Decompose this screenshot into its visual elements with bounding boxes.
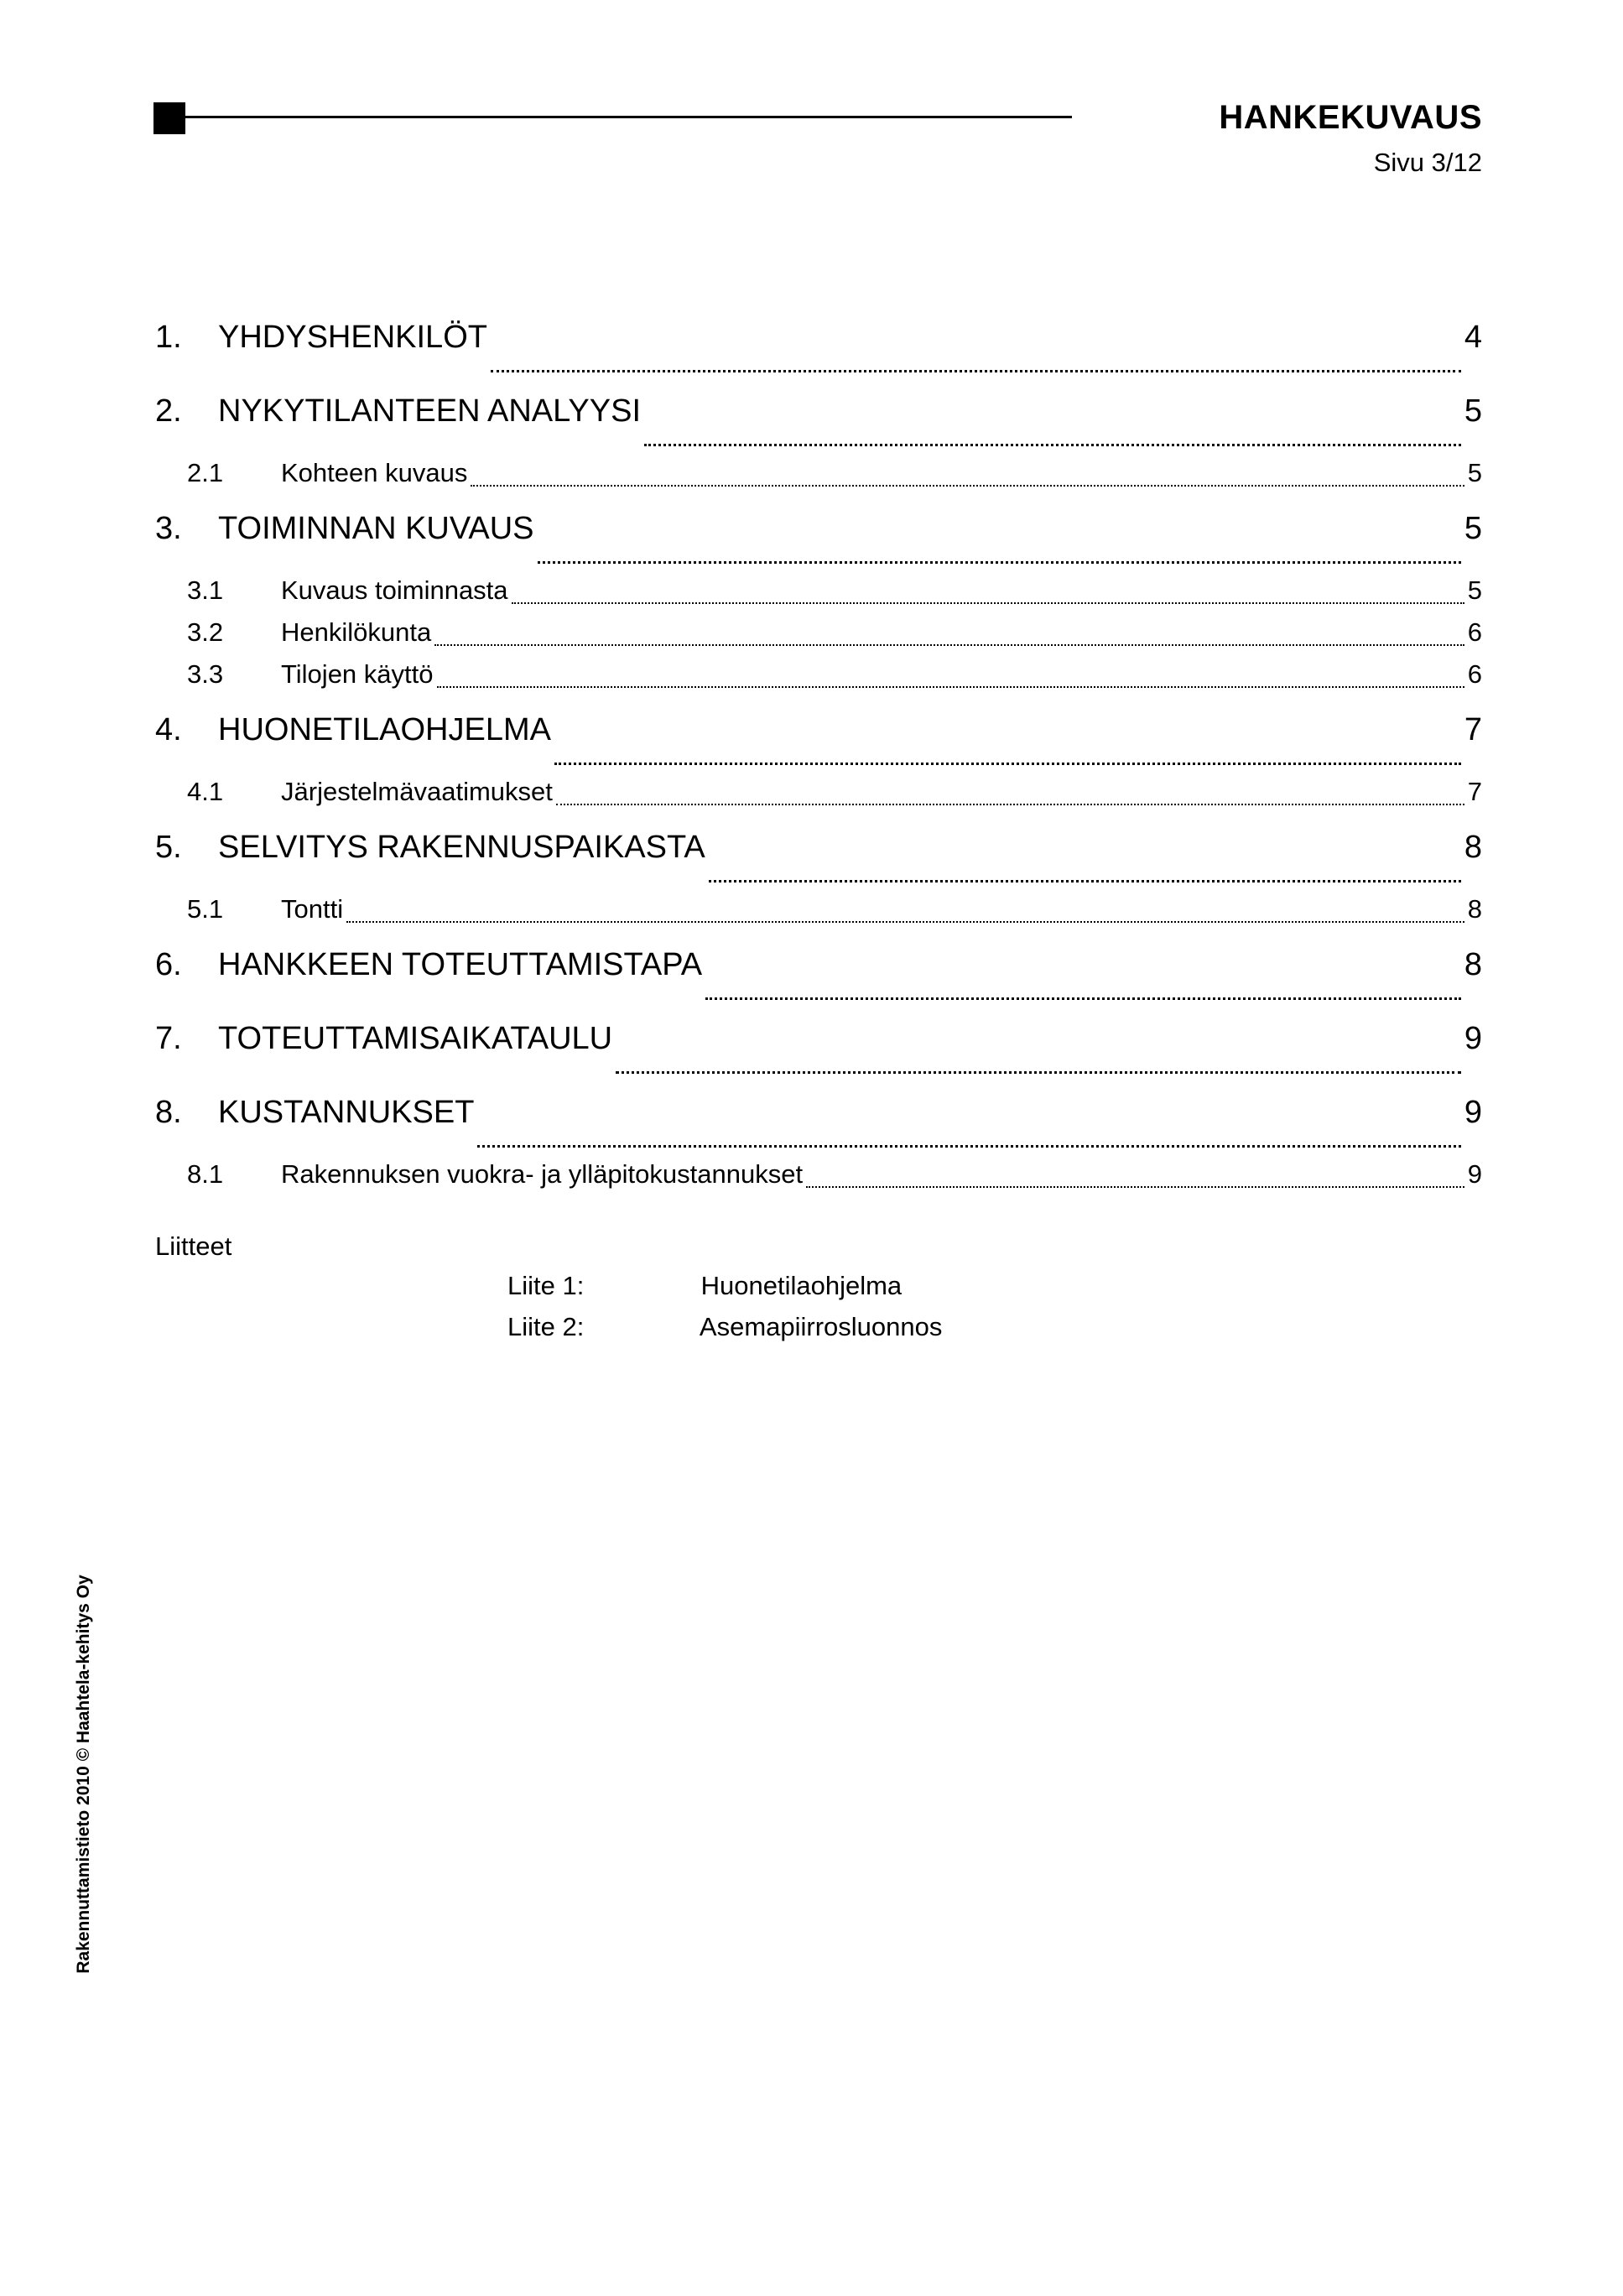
toc-number: 2.1 xyxy=(187,458,224,487)
toc-title: Kuvaus toiminnasta xyxy=(281,575,508,605)
page-number: Sivu 3/12 xyxy=(1373,148,1482,177)
toc-leader xyxy=(477,1145,1460,1148)
toc-title: SELVITYS RAKENNUSPAIKASTA xyxy=(218,830,705,865)
toc-leader xyxy=(434,644,1464,646)
toc-number: 6. xyxy=(155,947,182,982)
attachment-label: Liite 2: xyxy=(507,1312,585,1341)
toc-title: Tilojen käyttö xyxy=(281,659,434,689)
toc-title: Tontti xyxy=(281,894,344,924)
toc-entry-5-1[interactable] xyxy=(155,891,1482,933)
toc-leader xyxy=(512,602,1464,604)
toc-entry-4-1[interactable] xyxy=(155,773,1482,815)
toc-number: 8.1 xyxy=(187,1159,224,1189)
toc-leader xyxy=(556,804,1464,805)
toc-page: 7 xyxy=(1467,777,1482,806)
toc-page: 8 xyxy=(1467,894,1482,924)
toc-page: 6 xyxy=(1467,617,1482,647)
toc-page: 9 xyxy=(1464,1021,1482,1056)
toc-leader xyxy=(538,561,1461,564)
toc-entry-4[interactable] xyxy=(155,705,1482,778)
toc-leader xyxy=(709,880,1461,882)
toc-page: 5 xyxy=(1467,458,1482,487)
header-square-mark xyxy=(153,102,185,134)
toc-entry-8[interactable] xyxy=(155,1087,1482,1161)
toc-leader xyxy=(346,921,1464,923)
toc-entry-2[interactable] xyxy=(155,386,1482,460)
copyright-side-text: Rakennuttamistieto 2010 © Haahtela-kehitys Oy xyxy=(74,1575,93,1974)
toc-title: Kohteen kuvaus xyxy=(281,458,468,487)
toc-title: KUSTANNUKSET xyxy=(218,1095,475,1130)
attachment-value: Asemapiirrosluonnos xyxy=(699,1312,943,1341)
toc-page: 8 xyxy=(1464,947,1482,982)
toc-number: 4.1 xyxy=(187,777,224,806)
toc-leader xyxy=(616,1071,1461,1074)
toc-number: 3.3 xyxy=(187,659,224,689)
toc-number: 3.2 xyxy=(187,617,224,647)
table-of-contents xyxy=(155,312,1482,1198)
toc-page: 5 xyxy=(1467,575,1482,605)
toc-entry-3[interactable] xyxy=(155,503,1482,577)
toc-entry-3-3[interactable] xyxy=(155,656,1482,698)
toc-leader xyxy=(491,370,1461,372)
toc-leader xyxy=(644,444,1461,446)
toc-leader xyxy=(471,485,1464,487)
toc-title: Rakennuksen vuokra- ja ylläpitokustannukset xyxy=(281,1159,804,1189)
toc-page: 6 xyxy=(1467,659,1482,689)
attachment-label: Liite 1: xyxy=(507,1271,585,1300)
toc-leader xyxy=(554,763,1461,765)
toc-number: 3. xyxy=(155,511,182,546)
toc-title: HUONETILAOHJELMA xyxy=(218,712,551,747)
toc-title: YHDYSHENKILÖT xyxy=(218,320,487,355)
toc-entry-1[interactable] xyxy=(155,312,1482,386)
attachment-row-2 xyxy=(507,1312,942,1342)
toc-leader xyxy=(437,686,1464,688)
toc-number: 8. xyxy=(155,1095,182,1130)
document-title: HANKEKUVAUS xyxy=(1219,99,1482,136)
toc-entry-6[interactable] xyxy=(155,940,1482,1013)
toc-entry-2-1[interactable] xyxy=(155,455,1482,497)
toc-title: Henkilökunta xyxy=(281,617,432,647)
attachment-value: Huonetilaohjelma xyxy=(700,1271,903,1300)
toc-page: 9 xyxy=(1464,1095,1482,1130)
toc-page: 5 xyxy=(1464,393,1482,429)
toc-number: 4. xyxy=(155,712,182,747)
toc-title: HANKKEEN TOTEUTTAMISTAPA xyxy=(218,947,703,982)
toc-number: 3.1 xyxy=(187,575,224,605)
toc-number: 7. xyxy=(155,1021,182,1056)
toc-title: TOIMINNAN KUVAUS xyxy=(218,511,534,546)
toc-entry-3-1[interactable] xyxy=(155,572,1482,614)
toc-number: 5.1 xyxy=(187,894,224,924)
toc-page: 7 xyxy=(1464,712,1482,747)
toc-entry-3-2[interactable] xyxy=(155,614,1482,656)
toc-title: TOTEUTTAMISAIKATAULU xyxy=(218,1021,613,1056)
toc-page: 5 xyxy=(1464,511,1482,546)
toc-title: Järjestelmävaatimukset xyxy=(281,777,553,806)
toc-entry-5[interactable] xyxy=(155,822,1482,896)
toc-leader xyxy=(806,1186,1464,1188)
toc-number: 5. xyxy=(155,830,182,865)
toc-title: NYKYTILANTEEN ANALYYSI xyxy=(218,393,642,429)
attachments-heading: Liitteet xyxy=(155,1231,232,1261)
toc-page: 8 xyxy=(1464,830,1482,865)
toc-number: 2. xyxy=(155,393,182,429)
toc-number: 1. xyxy=(155,320,182,355)
attachment-row-1 xyxy=(507,1271,902,1301)
toc-leader xyxy=(705,997,1461,1000)
toc-entry-8-1[interactable] xyxy=(155,1156,1482,1198)
header-rule xyxy=(185,116,1072,118)
toc-page: 4 xyxy=(1464,320,1482,355)
toc-page: 9 xyxy=(1467,1159,1482,1189)
toc-entry-7[interactable] xyxy=(155,1013,1482,1087)
